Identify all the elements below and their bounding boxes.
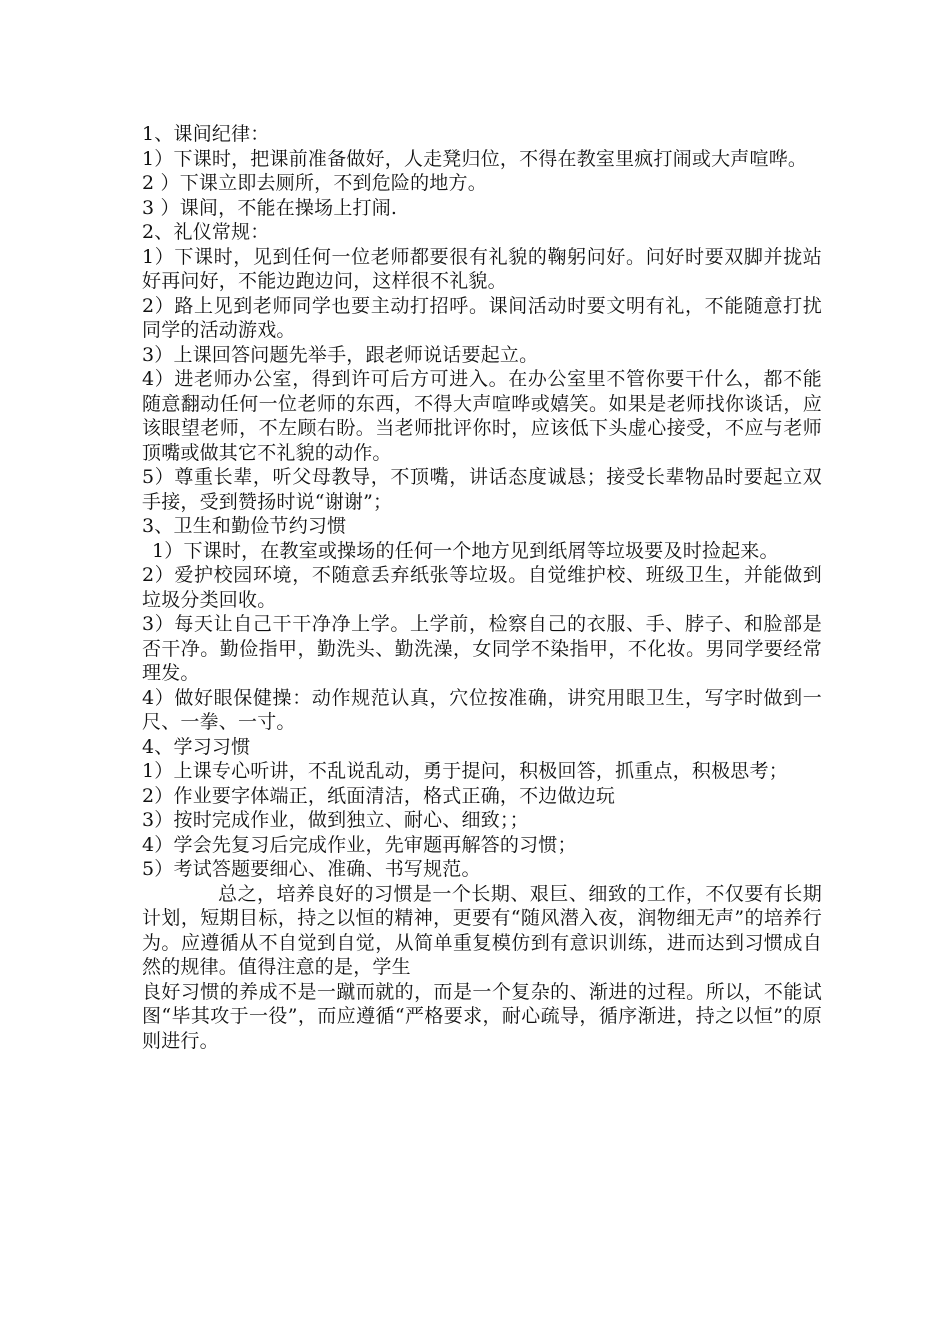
paragraph-study-2: 2）作业要字体端正，纸面清洁，格式正确，不边做边玩 bbox=[142, 784, 616, 807]
section-heading-study-habits: 4、学习习惯 bbox=[142, 735, 251, 758]
paragraph-recess-3: 3 ）课间，不能在操场上打闹. bbox=[142, 196, 398, 219]
paragraph-etiquette-5: 5）尊重长辈，听父母教导，不顶嘴，讲话态度诚恳；接受长辈物品时要起立双手接，受到赞扬时说“谢谢”； bbox=[142, 466, 822, 513]
paragraph-hygiene-2: 2）爱护校园环境，不随意丢弃纸张等垃圾。自觉维护校、班级卫生，并能做到垃圾分类回收。 bbox=[142, 564, 822, 611]
paragraph-study-5: 5）考试答题要细心、准确、书写规范。 bbox=[142, 858, 481, 880]
section-heading-etiquette: 2、礼仪常规： bbox=[142, 221, 270, 243]
paragraph-etiquette-4: 4）进老师办公室，得到许可后方可进入。在办公室里不管你要干什么，都不能随意翻动任何一位老师的东西，不得大声喧哗或嬉笑。如果是老师找你谈话，应该眼望老师，不左顾右盼。当老师批评你时，应该低下头虚心接受，不应与老师顶嘴或做其它不礼貌的动作。 bbox=[142, 368, 822, 464]
paragraph-etiquette-1: 1）下课时，见到任何一位老师都要很有礼貌的鞠躬问好。问好时要双脚并拢站好再问好，不能边跑边问，这样很不礼貌。 bbox=[142, 245, 822, 292]
paragraph-recess-2: 2 ）下课立即去厕所，不到危险的地方。 bbox=[142, 172, 487, 194]
paragraph-study-3: 3）按时完成作业，做到独立、耐心、细致；； bbox=[142, 809, 529, 831]
paragraph-etiquette-2: 2）路上见到老师同学也要主动打招呼。课间活动时要文明有礼，不能随意打扰同学的活动游戏。 bbox=[142, 294, 822, 341]
paragraph-etiquette-3: 3）上课回答问题先举手，跟老师说话要起立。 bbox=[142, 343, 539, 366]
paragraph-study-1: 1）上课专心听讲，不乱说乱动，勇于提问，积极回答，抓重点，积极思考； bbox=[142, 760, 788, 782]
section-heading-recess-discipline: 1、课间纪律： bbox=[142, 123, 270, 145]
paragraph-hygiene-3: 3）每天让自己干干净净上学。上学前，检察自己的衣服、手、脖子、和脸部是否干净。勤俭指甲，勤洗头、勤洗澡，女同学不染指甲，不化妆。男同学要经常理发。 bbox=[142, 613, 822, 684]
paragraph-hygiene-1: 1）下课时，在教室或操场的任何一个地方见到纸屑等垃圾要及时捡起来。 bbox=[152, 539, 779, 562]
paragraph-study-4: 4）学会先复习后完成作业，先审题再解答的习惯； bbox=[142, 833, 577, 856]
document-body bbox=[142, 122, 822, 1053]
paragraph-conclusion-continued: 良好习惯的养成不是一蹴而就的，而是一个复杂的、渐进的过程。所以，不能试图“毕其攻于一役”，而应遵循“严格要求，耐心疏导，循序渐进，持之以恒”的原则进行。 bbox=[142, 980, 822, 1052]
section-heading-hygiene: 3、卫生和勤俭节约习惯 bbox=[142, 515, 347, 537]
paragraph-hygiene-4: 4）做好眼保健操：动作规范认真，穴位按准确，讲究用眼卫生，写字时做到一尺、一拳、一寸。 bbox=[142, 686, 822, 733]
paragraph-recess-1: 1）下课时，把课前准备做好，人走凳归位，不得在教室里疯打闹或大声喧哗。 bbox=[142, 147, 808, 170]
paragraph-conclusion: 总之，培养良好的习惯是一个长期、艰巨、细致的工作，不仅要有长期计划，短期目标，持之以恒的精神，更要有“随风潜入夜，润物细无声”的培养行为。应遵循从不自觉到自觉，从简单重复模仿到有意识训练，进而达到习惯成自然的规律。值得注意的是，学生 bbox=[142, 882, 822, 978]
